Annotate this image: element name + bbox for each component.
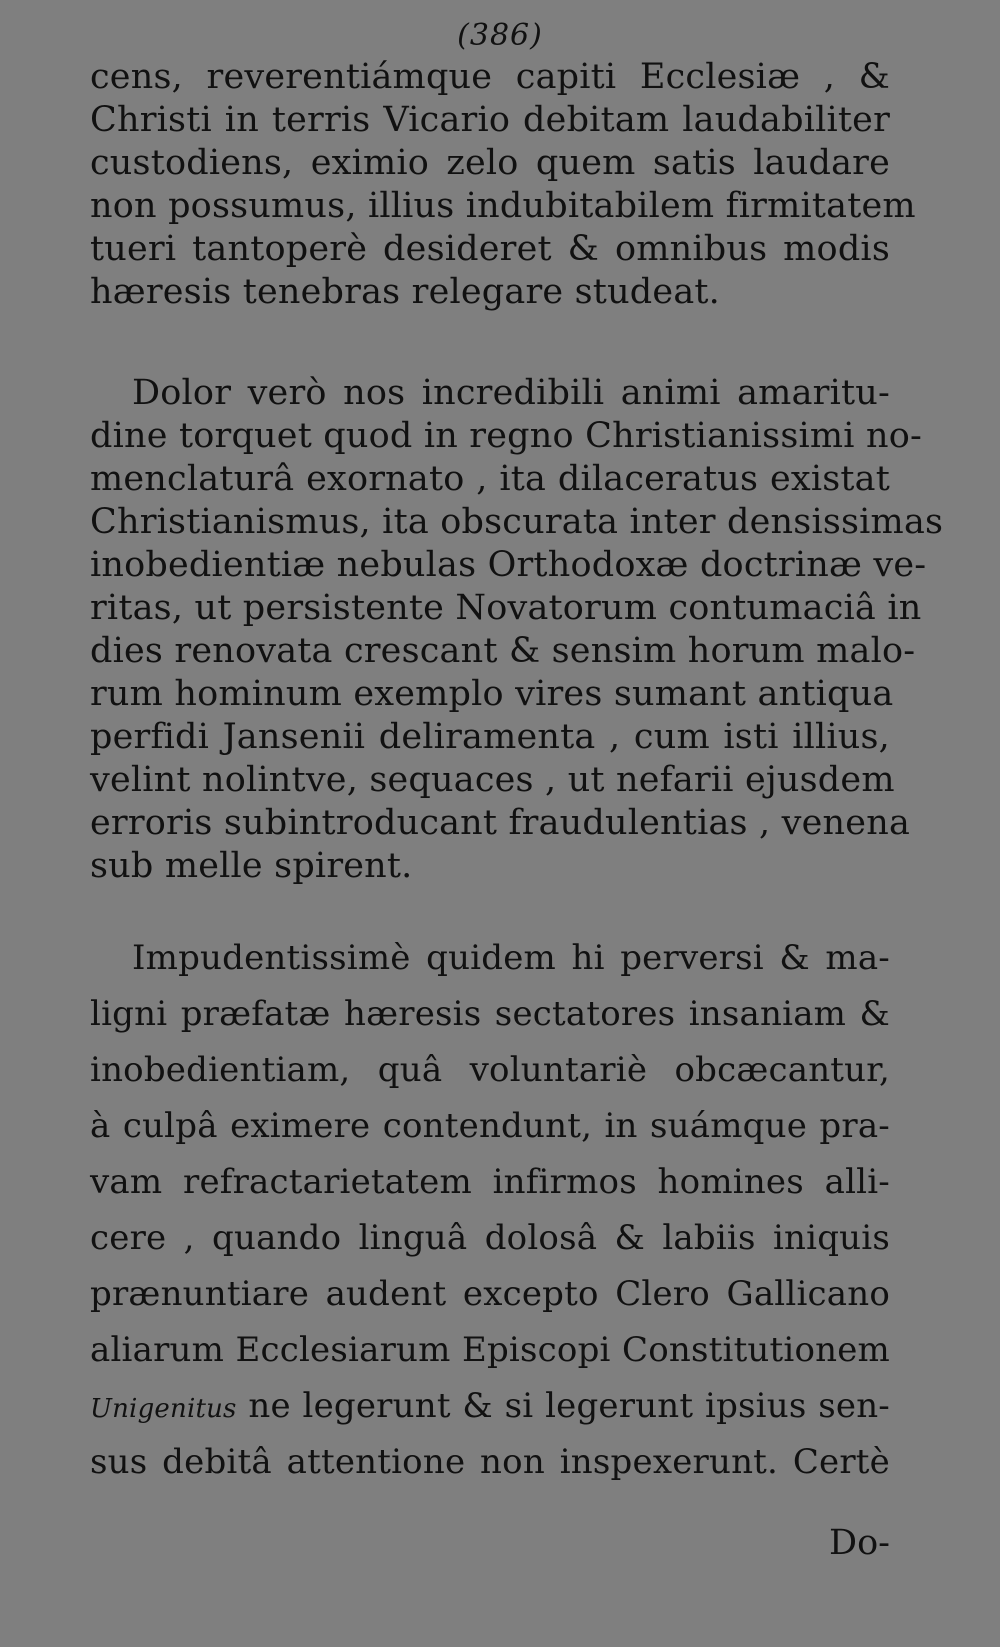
text-line: perfidi Jansenii deliramenta , cum isti illius, (90, 717, 890, 757)
text-line (90, 1378, 890, 1434)
text-line: à culpâ eximere contendunt, in suámque pra- (90, 1106, 890, 1146)
text-line: Dolor verò nos incredibili animi amaritu- (132, 373, 890, 413)
paragraph-1 (90, 56, 916, 314)
text-line: sub melle spirent. (90, 846, 413, 886)
text-line-rest: ne legerunt & si legerunt ipsius sen- (248, 1386, 890, 1426)
text-line: cens, reverentiámque capiti Ecclesiæ , & (90, 57, 890, 97)
text-line: tueri tantoperè desideret & omnibus modis (90, 229, 890, 269)
text-line: rum hominum exemplo vires sumant antiqua (90, 674, 894, 714)
text-line: sus debitâ attentione non inspexerunt. Certè (90, 1442, 890, 1482)
text-line: menclaturâ exornato , ita dilaceratus existat (90, 459, 890, 499)
text-line: erroris subintroducant fraudulentias , venena (90, 803, 911, 843)
text-line: non possumus, illius indubitabilem firmitatem (90, 186, 916, 226)
text-line: hæresis tenebras relegare studeat. (90, 272, 720, 312)
text-line: inobedientiæ nebulas Orthodoxæ doctrinæ ve- (90, 545, 927, 585)
text-line: Impudentissimè quidem hi perversi & ma- (132, 938, 890, 978)
text-line: vam refractarietatem infirmos homines alli- (90, 1162, 890, 1202)
text-line: cere , quando linguâ dolosâ & labiis iniquis (90, 1218, 890, 1258)
italic-title-word: Unigenitus (90, 1394, 237, 1424)
paragraph-3 (90, 930, 890, 1490)
text-line: Christi in terris Vicario debitam laudabiliter (90, 100, 890, 140)
text-line: custodiens, eximio zelo quem satis laudare (90, 143, 890, 183)
paragraph-2 (90, 372, 944, 888)
text-line: Christianismus, ita obscurata inter densissimas (90, 502, 944, 542)
text-line: aliarum Ecclesiarum Episcopi Constitutionem (90, 1330, 890, 1370)
page-number: (386) (457, 18, 543, 53)
catchword: Do- (829, 1523, 890, 1563)
text-line: ritas, ut persistente Novatorum contumaciâ in (90, 588, 922, 628)
text-line: dine torquet quod in regno Christianissimi no- (90, 416, 923, 456)
text-line: velint nolintve, sequaces , ut nefarii ejusdem (90, 760, 895, 800)
text-line: dies renovata crescant & sensim horum malo- (90, 631, 916, 671)
text-line: ligni præfatæ hæresis sectatores insaniam & (90, 994, 890, 1034)
text-line: prænuntiare audent excepto Clero Gallicano (90, 1274, 890, 1314)
text-line: inobedientiam, quâ voluntariè obcæcantur, (90, 1050, 890, 1090)
